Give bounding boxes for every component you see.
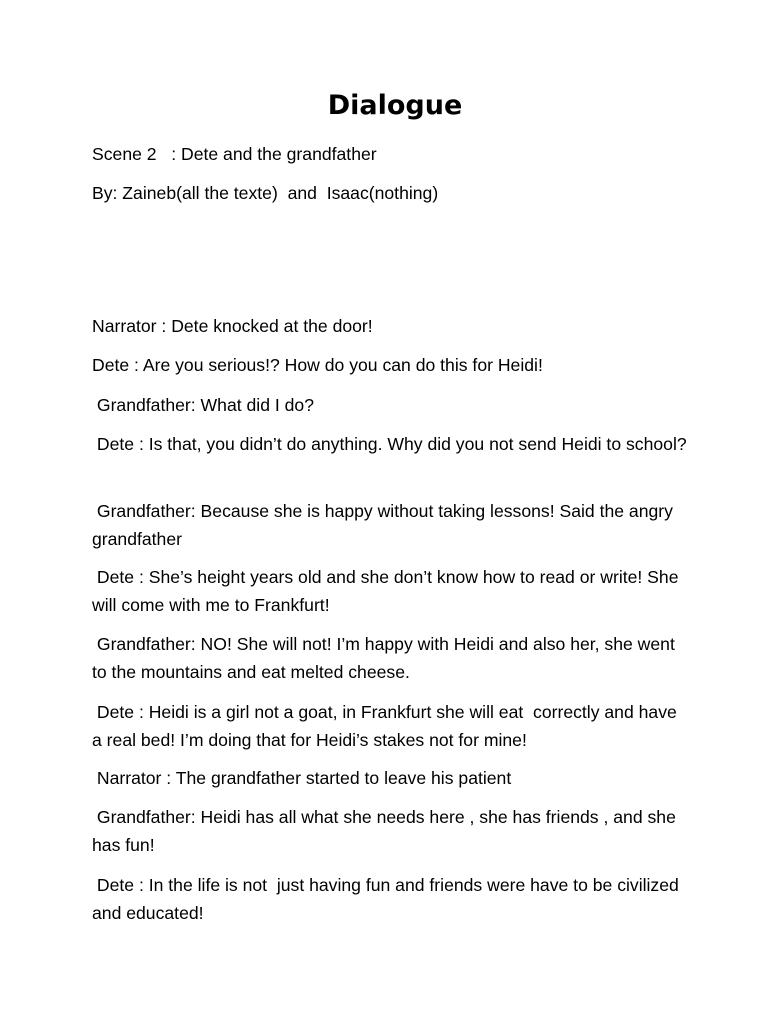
dialogue-line: Dete : In the life is not just having fun and friends were have to be civilized and educated!: [92, 875, 684, 923]
dialogue-line: Dete : She’s height years old and she don’t know how to read or write! She will come with me to Frankfurt!: [92, 567, 684, 615]
dialogue-line: Grandfather: What did I do?: [92, 395, 315, 415]
dialogue-line: Narrator : The grandfather started to leave his patient: [92, 768, 512, 788]
document-title: Dialogue: [327, 90, 463, 121]
dialogue-line: Dete : Are you serious!? How do you can do this for Heidi!: [92, 355, 543, 375]
dialogue-line: Dete : Heidi is a girl not a goat, in Frankfurt she will eat correctly and have a real bed! I’m doing that for Heidi’s stakes not for mine!: [92, 702, 682, 750]
dialogue-line: Grandfather: Heidi has all what she needs here , she has friends , and she has fun!: [92, 807, 681, 855]
author-line: By: Zaineb(all the texte) and Isaac(nothing): [92, 183, 439, 203]
dialogue-line: Dete : Is that, you didn’t do anything. Why did you not send Heidi to school?: [92, 434, 687, 454]
dialogue-line: Grandfather: NO! She will not! I’m happy with Heidi and also her, she went to the mountains and eat melted cheese.: [92, 634, 680, 682]
dialogue-line: Narrator : Dete knocked at the door!: [92, 316, 373, 336]
dialogue-line: Grandfather: Because she is happy without taking lessons! Said the angry grandfather: [92, 501, 678, 549]
scene-line: Scene 2 : Dete and the grandfather: [92, 144, 377, 164]
